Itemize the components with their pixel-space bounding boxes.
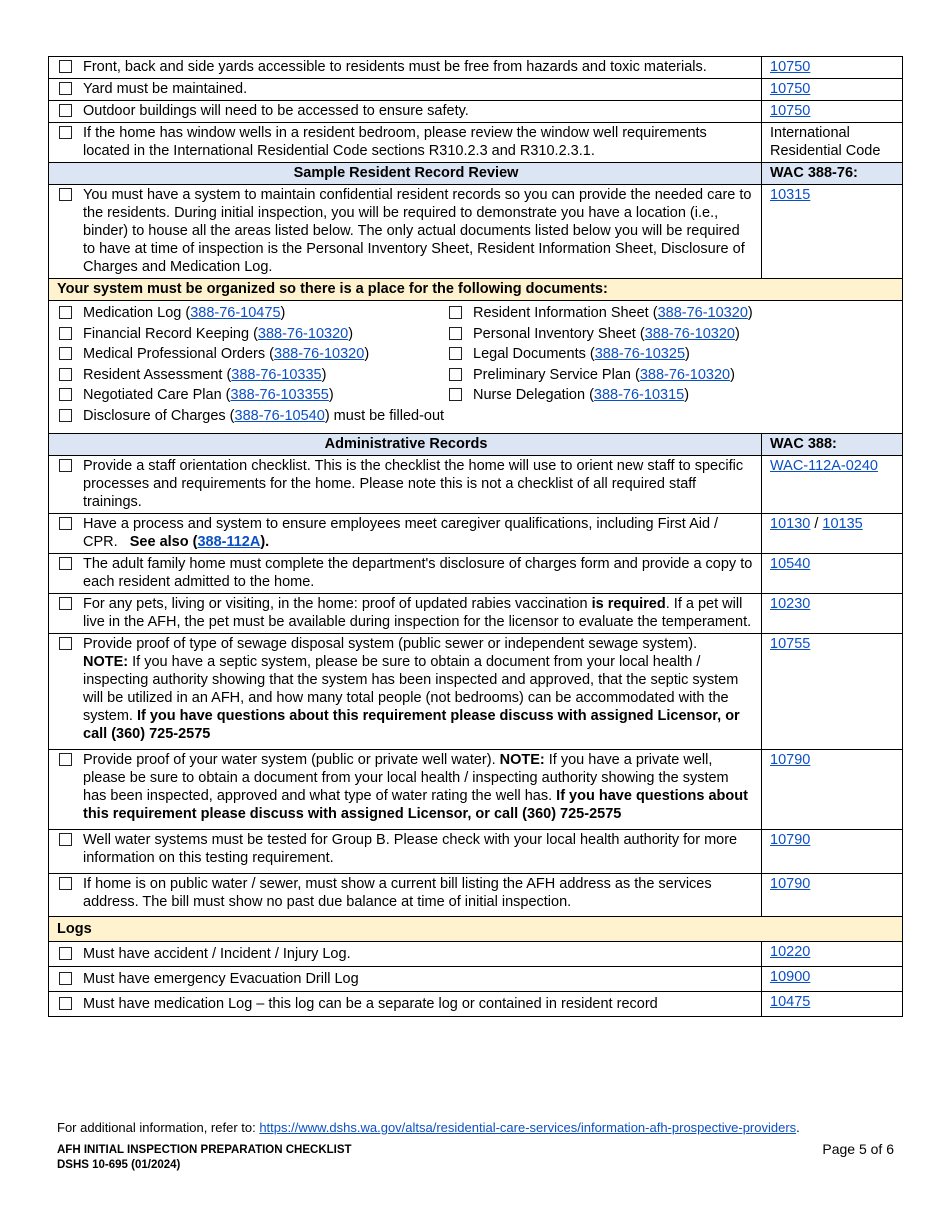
- wac-link[interactable]: 388-76-10475: [190, 305, 281, 321]
- document-item: Legal Documents (388-76-10325): [447, 345, 690, 363]
- item-text: If the home has window wells in a resident bedroom, please review the window well requirements located in the International Residential Code sections R310.2.3 and R310.2.3.1.: [83, 125, 707, 159]
- table-row: [49, 992, 903, 1017]
- checkbox[interactable]: [59, 60, 72, 73]
- documents-row: [49, 301, 903, 434]
- checkbox[interactable]: [59, 947, 72, 960]
- wac-link[interactable]: 10750: [770, 81, 811, 97]
- document-item: Negotiated Care Plan (388-76-103355): [57, 386, 334, 404]
- wac-link[interactable]: 388-76-10320: [657, 305, 748, 321]
- wac-link[interactable]: 10755: [770, 636, 811, 652]
- wac-link[interactable]: 10790: [770, 752, 811, 768]
- document-item: Resident Assessment (388-76-10335): [57, 366, 326, 384]
- wac-link[interactable]: 388-76-10320: [639, 366, 731, 383]
- table-row: Provide proof of type of sewage disposal system (public sewer or independent sewage system). NOTE: If you have a septic system, please be sure to obtain a document from your local health / inspecting authority showing that the system has been inspected and approved, that the septic system will be utilized in an AFH, and how many total people (not bedrooms) can be accommodated with the system. If you have questions about this requirement please discuss with assigned Licensor, or call (360) 725-2575 10755: [49, 634, 903, 750]
- table-row: [49, 967, 903, 992]
- item-text: Have a process and system to ensure employees meet caregiver qualifications, including First Aid / CPR.: [83, 516, 719, 550]
- form-number: DSHS 10-695 (01/2024): [57, 1159, 181, 1171]
- table-row: Have a process and system to ensure employees meet caregiver qualifications, including First Aid / CPR. See also (388-112A). 10130 / 10135: [49, 514, 903, 554]
- checkbox[interactable]: [449, 347, 462, 360]
- checkbox[interactable]: [59, 368, 72, 381]
- logs-title: Logs: [49, 917, 903, 942]
- footer-info: For additional information, refer to: https://www.dshs.wa.gov/altsa/residential-care-services/information-afh-prospective-providers.: [57, 1120, 800, 1135]
- item-text: Must have emergency Evacuation Drill Log: [83, 971, 359, 987]
- wac-link[interactable]: 10540: [770, 556, 811, 572]
- code-reference: International Residential Code: [770, 125, 881, 159]
- checkbox[interactable]: [59, 597, 72, 610]
- item-text: The adult family home must complete the department's disclosure of charges form and provide a copy to each resident admitted to the home.: [83, 556, 753, 590]
- checkbox[interactable]: [59, 388, 72, 401]
- checkbox[interactable]: [59, 997, 72, 1010]
- wac-link[interactable]: 10135: [822, 516, 863, 532]
- section-wac: WAC 388:: [762, 434, 903, 456]
- item-text: If home is on public water / sewer, must show a current bill listing the AFH address as the services address. The bill must show no past due balance at time of initial inspection.: [83, 876, 712, 910]
- checkbox[interactable]: [59, 877, 72, 890]
- checkbox[interactable]: [59, 104, 72, 117]
- table-row: [49, 123, 903, 163]
- wac-link[interactable]: 388-76-10320: [644, 325, 735, 342]
- checkbox[interactable]: [59, 327, 72, 340]
- section-title: Sample Resident Record Review: [49, 163, 762, 185]
- wac-link[interactable]: 388-76-10325: [594, 346, 686, 362]
- wac-link[interactable]: 388-76-10320: [274, 346, 365, 362]
- wac-link[interactable]: 10750: [770, 59, 811, 75]
- document-item: Resident Information Sheet (388-76-10320): [447, 304, 753, 322]
- wac-link[interactable]: 388-112A: [197, 534, 261, 550]
- wac-link[interactable]: 388-76-10335: [231, 366, 322, 383]
- checkbox[interactable]: [59, 306, 72, 319]
- item-text: Must have accident / Incident / Injury Log.: [83, 946, 351, 962]
- item-text: Must have medication Log – this log can be a separate log or contained in resident record: [83, 996, 658, 1012]
- wac-link[interactable]: 10130: [770, 516, 811, 532]
- item-text: Front, back and side yards accessible to residents must be free from hazards and toxic materials.: [83, 59, 707, 75]
- checklist-table: [48, 56, 903, 1017]
- wac-link[interactable]: 10900: [770, 969, 811, 985]
- table-row: [49, 185, 903, 279]
- document-item: Nurse Delegation (388-76-10315): [447, 386, 689, 404]
- table-row: [49, 554, 903, 594]
- item-text: Provide a staff orientation checklist. This is the checklist the home will use to orient new staff to specific processes and requirements for the home. Please note this is not a checklist of all required staff trainings.: [83, 458, 744, 510]
- checkbox[interactable]: [59, 753, 72, 766]
- section-wac: WAC 388-76:: [762, 163, 903, 185]
- documents-heading: Your system must be organized so there is a place for the following documents:: [49, 279, 903, 301]
- checkbox[interactable]: [59, 459, 72, 472]
- document-item: Preliminary Service Plan (388-76-10320): [447, 366, 735, 384]
- table-row: Provide proof of your water system (public or private well water). NOTE: If you have a private well, please be sure to obtain a document from your local health / inspecting authority showing the system has been inspected, approved and what type of water rating the well has. If you have questions about this requirement please discuss with assigned Licensor, or call (360) 725-2575 10790: [49, 750, 903, 830]
- wac-link[interactable]: 10750: [770, 103, 811, 119]
- table-row: [49, 101, 903, 123]
- section-header: [49, 163, 903, 185]
- document-item: Disclosure of Charges (388-76-10540) must be filled-out: [57, 407, 444, 425]
- document-item: Medication Log (388-76-10475): [57, 304, 285, 322]
- table-row: [49, 57, 903, 79]
- wac-link[interactable]: 10475: [770, 994, 811, 1010]
- table-row: [49, 830, 903, 874]
- table-row: [49, 874, 903, 917]
- document-item: Financial Record Keeping (388-76-10320): [57, 325, 353, 343]
- wac-link[interactable]: 10790: [770, 876, 811, 892]
- checkbox[interactable]: [59, 188, 72, 201]
- checkbox[interactable]: [59, 409, 72, 422]
- wac-link[interactable]: 388-76-10320: [257, 325, 349, 342]
- table-row: [49, 79, 903, 101]
- wac-link[interactable]: 388-76-10540: [234, 407, 325, 424]
- documents-header: [49, 279, 903, 301]
- table-row: [49, 456, 903, 514]
- wac-link[interactable]: 10230: [770, 596, 811, 612]
- section-header: [49, 434, 903, 456]
- wac-link[interactable]: 388-76-10315: [593, 387, 685, 403]
- wac-link[interactable]: 10315: [770, 187, 811, 203]
- document-item: Personal Inventory Sheet (388-76-10320): [447, 325, 740, 343]
- page-number: Page 5 of 6: [822, 1141, 894, 1157]
- section-title: Administrative Records: [49, 434, 762, 456]
- table-row: [49, 942, 903, 967]
- wac-link[interactable]: 10790: [770, 832, 811, 848]
- document-item: Medical Professional Orders (388-76-10320): [57, 345, 369, 363]
- table-row: For any pets, living or visiting, in the home: proof of updated rabies vaccination is required. If a pet will live in the AFH, the pet must be available during inspection for the licensor to evaluate the temperament. 10230: [49, 594, 903, 634]
- info-link[interactable]: https://www.dshs.wa.gov/altsa/residential-care-services/information-afh-prospective-providers: [259, 1120, 797, 1135]
- checkbox[interactable]: [449, 327, 462, 340]
- form-title: AFH INITIAL INSPECTION PREPARATION CHECKLIST: [57, 1144, 352, 1156]
- checkbox[interactable]: [59, 347, 72, 360]
- checkbox[interactable]: [59, 126, 72, 139]
- wac-link[interactable]: 388-76-103355: [230, 387, 329, 403]
- wac-link[interactable]: WAC-112A-0240: [770, 458, 878, 474]
- wac-link[interactable]: 10220: [770, 944, 811, 960]
- checkbox[interactable]: [59, 82, 72, 95]
- item-text: Yard must be maintained.: [83, 81, 248, 97]
- checkbox[interactable]: [449, 306, 462, 319]
- checkbox[interactable]: [449, 368, 462, 381]
- item-text: Outdoor buildings will need to be accessed to ensure safety.: [83, 103, 469, 119]
- item-text: Well water systems must be tested for Group B. Please check with your local health authority for more information on this testing requirement.: [83, 832, 738, 866]
- checkbox[interactable]: [59, 833, 72, 846]
- checkbox[interactable]: [59, 972, 72, 985]
- checkbox[interactable]: [59, 637, 72, 650]
- logs-header: [49, 917, 903, 942]
- checkbox[interactable]: [59, 517, 72, 530]
- documents-list: [57, 304, 896, 430]
- checkbox[interactable]: [449, 388, 462, 401]
- item-text: You must have a system to maintain confidential resident records so you can provide the needed care to the residents. During initial inspection, you will be required to demonstrate you have a location (i.e., binder) to house all the areas listed below. The only actual documents listed below you will be required to have at time of inspection is the Personal Inventory Sheet, Resident Information Sheet, Disclosure of Charges and Medication Log.: [83, 187, 752, 275]
- checkbox[interactable]: [59, 557, 72, 570]
